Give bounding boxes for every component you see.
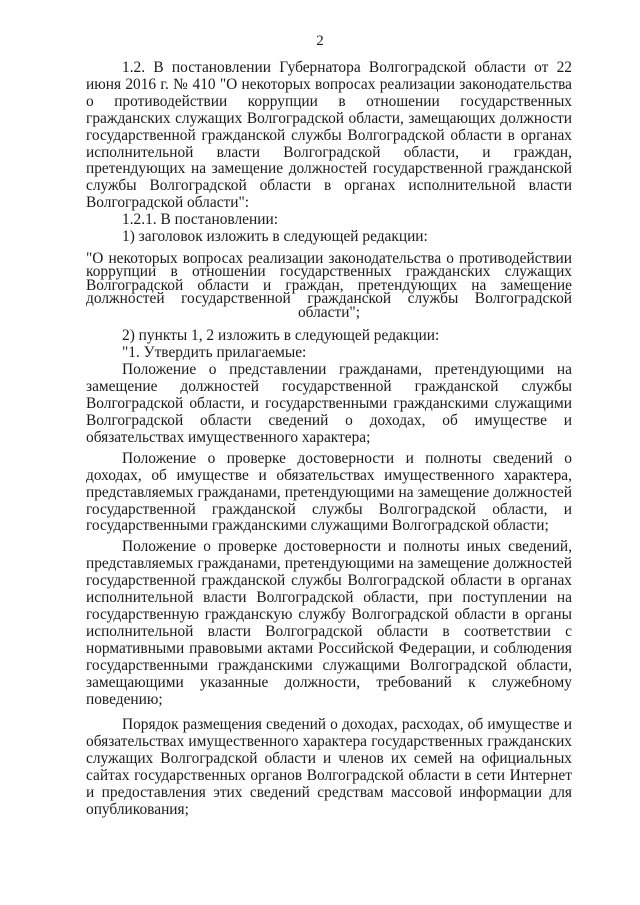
paragraph-placement-procedure: Порядок размещения сведений о доходах, расходах, об имуществе и обязательствах имущественного характера государственных гражданских служащих Волгоградской области и членов их семей на официальных сайтах государственных органов Волгоградской области в сети Интернет и предоставления этих сведений средствам массовой информации для опубликования; bbox=[86, 716, 572, 818]
paragraph-items-change: 2) пункты 1, 2 изложить в следующей редакции: bbox=[122, 327, 440, 345]
quoted-new-title: "О некоторых вопросах реализации законодательства о противодействии коррупции в отношении государственных гражданских служащих Волгоградской области и граждан, претендующих на замещение должностей государственной гражданской службы Волгоградской области"; bbox=[86, 249, 572, 321]
paragraph-regulation-verification: Положение о проверке достоверности и полноты сведений о доходах, об имуществе и обязательствах имущественного характера, представляемых гражданами, претендующими на замещение должностей государственной гражданской службы Волгоградской области, и государственными гражданскими служащими Волгоградской области; bbox=[86, 449, 572, 535]
page-number: 2 bbox=[316, 33, 324, 49]
paragraph-approve: "1. Утвердить прилагаемые: bbox=[122, 344, 307, 362]
paragraph-1-2-1: 1.2.1. В постановлении: bbox=[122, 211, 278, 229]
document-body bbox=[86, 60, 572, 819]
paragraph-1-2: 1.2. В постановлении Губернатора Волгоградской области от 22 июня 2016 г. № 410 "О некоторых вопросах реализации законодательства о противодействии коррупции в отношении государственных гражданских служащих Волгоградской области, замещающих должности государственной гражданской службы Волгоградской области в органах исполнительной власти Волгоградской области, и граждан, претендующих на замещение должностей государственной гражданской службы Волгоградской области в органах исполнительной власти Волгоградской области": bbox=[86, 59, 572, 212]
paragraph-title-change: 1) заголовок изложить в следующей редакции: bbox=[122, 228, 428, 246]
paragraph-regulation-other-info: Положение о проверке достоверности и полноты иных сведений, представляемых гражданами, претендующими на замещение должностей государственной гражданской службы Волгоградской области в органах исполнительной власти Волгоградской области, при поступлении на государственную гражданскую службу Волгоградской области в органы исполнительной власти Волгоградской области в соответствии с нормативными правовыми актами Российской Федерации, и соблюдения государственными гражданскими служащими Волгоградской области, замещающими указанные должности, требований к служебному поведению; bbox=[86, 538, 572, 708]
paragraph-regulation-submission: Положение о представлении гражданами, претендующими на замещение должностей государственной гражданской службы Волгоградской области, и государственными гражданскими служащими Волгоградской области сведений о доходах, об имуществе и обязательствах имущественного характера; bbox=[86, 361, 572, 446]
